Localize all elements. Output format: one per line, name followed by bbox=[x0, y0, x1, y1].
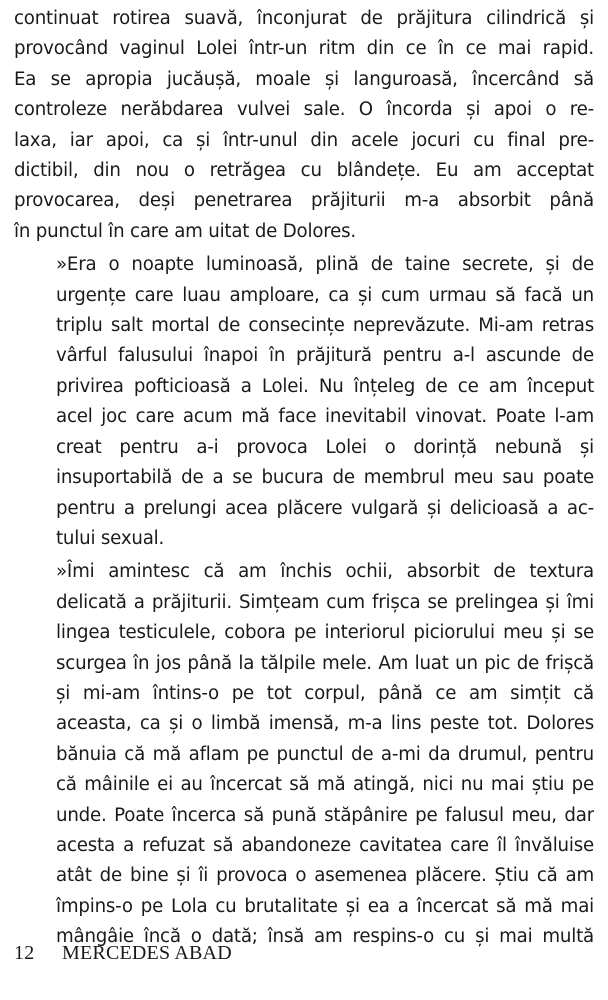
text-line: că mâinile ei au încercat să mă atingă, nici nu mai știu pe bbox=[56, 774, 594, 796]
text-line: în punctul în care am uitat de Dolores. bbox=[14, 220, 356, 242]
text-line: unde. Poate încerca să pună stăpânire pe falusul meu, dar bbox=[56, 804, 594, 826]
text-line: provocarea, deși penetrarea prăjiturii m-a absorbit până bbox=[14, 190, 594, 212]
text-line: »Era o noapte luminoasă, plină de taine secrete, și de bbox=[56, 254, 594, 276]
text-line: privirea pofticioasă a Lolei. Nu înțeleg de ce am început bbox=[56, 375, 594, 397]
text-line: insuportabilă de a se bucura de membrul meu sau poate bbox=[56, 467, 594, 489]
page-body bbox=[14, 4, 594, 953]
paragraph-3 bbox=[14, 557, 594, 952]
text-line: urgențe care luau amploare, ca și cum urmau să facă un bbox=[56, 284, 594, 306]
text-line: controleze nerăbdarea vulvei sale. O încorda și apoi o re- bbox=[14, 99, 594, 121]
text-line: vârful falusului înapoi în prăjitură pentru a-l ascunde de bbox=[56, 345, 594, 367]
page-number: 12 bbox=[14, 942, 35, 964]
text-line: scurgea în jos până la tălpile mele. Am luat un pic de frișcă bbox=[56, 652, 594, 674]
running-header-author: MERCEDES ABAD bbox=[62, 942, 232, 964]
text-line: tului sexual. bbox=[56, 527, 165, 549]
text-line: continuat rotirea suavă, înconjurat de prăjitura cilindrică și bbox=[14, 8, 594, 29]
page-footer bbox=[14, 942, 232, 965]
text-line: acesta a refuzat să abandoneze cavitatea care îl învăluise bbox=[56, 834, 594, 856]
text-line: aceasta, ca și o limbă imensă, m-a lins peste tot. Dolores bbox=[56, 713, 594, 735]
text-line: acel joc care acum mă face inevitabil vinovat. Poate l-am bbox=[56, 406, 594, 428]
paragraph-1 bbox=[14, 4, 594, 247]
text-line: creat pentru a-i provoca Lolei o dorință nebună și bbox=[56, 436, 594, 458]
text-line: provocând vaginul Lolei într-un ritm din ce în ce mai rapid. bbox=[14, 38, 594, 60]
text-line: »Îmi amintesc că am închis ochii, absorbit de textura bbox=[56, 561, 594, 583]
text-line: pentru a prelungi acea plăcere vulgară și delicioasă a ac- bbox=[56, 497, 594, 519]
text-line: dictibil, din nou o retrăgea cu blândețe. Eu am acceptat bbox=[14, 160, 594, 182]
paragraph-2 bbox=[14, 250, 594, 554]
text-line: laxa, iar apoi, ca și într-unul din acele jocuri cu final pre- bbox=[14, 129, 594, 151]
text-line: împins-o pe Lola cu brutalitate și ea a încercat să mă mai bbox=[56, 895, 594, 917]
text-line: lingea testiculele, cobora pe interiorul piciorului meu și se bbox=[56, 622, 594, 644]
text-line: Ea se apropia jucăușă, moale și languroasă, încercând să bbox=[14, 68, 594, 90]
text-line: bănuia că mă aflam pe punctul de a-mi da drumul, pentru bbox=[56, 743, 594, 765]
text-line: mângâie încă o dată; însă am respins-o cu și mai multă bbox=[56, 926, 594, 948]
text-line: delicată a prăjiturii. Simțeam cum frișca se prelingea și îmi bbox=[56, 591, 594, 613]
text-line: triplu salt mortal de consecințe neprevăzute. Mi-am retras bbox=[56, 315, 594, 337]
text-line: și mi-am întins-o pe tot corpul, până ce am simțit că bbox=[56, 682, 594, 704]
text-line: atât de bine și îi provoca o asemenea plăcere. Știu că am bbox=[56, 865, 594, 887]
